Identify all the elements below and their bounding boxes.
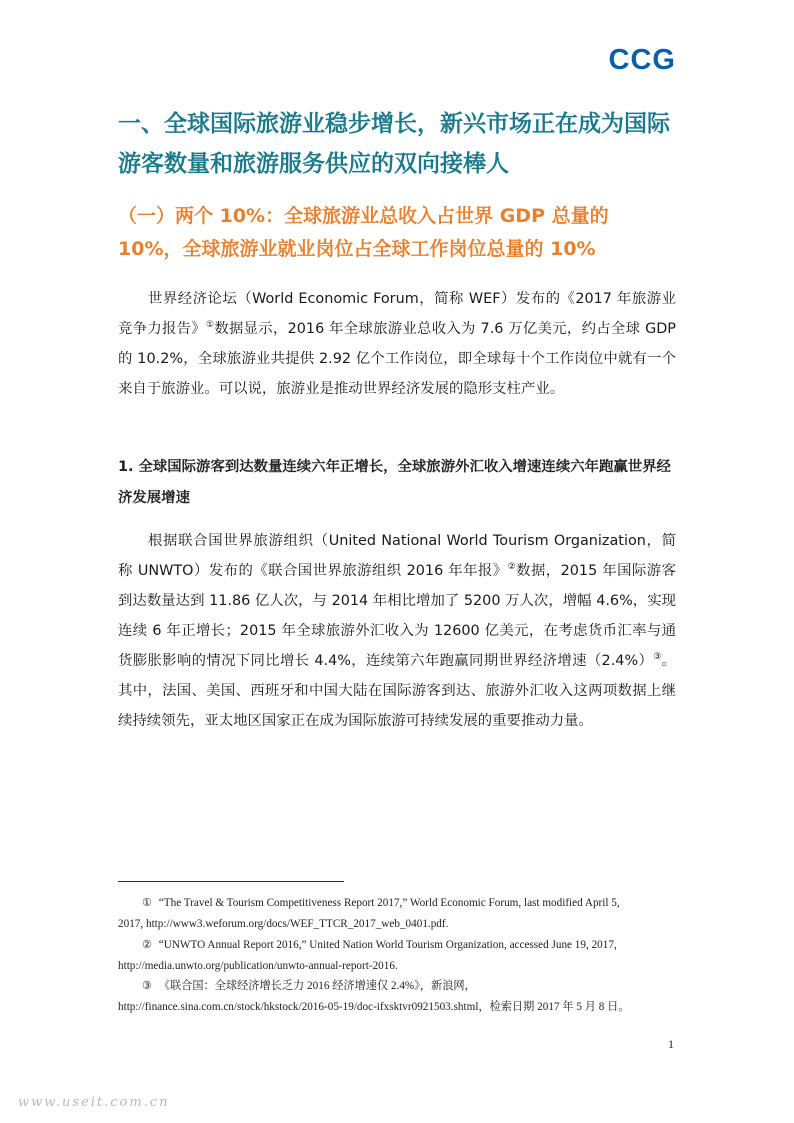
paragraph-text: 数据显示，2016 年全球旅游业总收入为 7.6 万亿美元，约占全球 GDP 的 10.2%，全球旅游业共提供 2.92 亿个工作岗位，即全球每十个工作岗位中就有一个来自于旅游业。可以说，旅游业是推动世界经济发展的隐形支柱产业。 (118, 321, 676, 397)
footnote-ref-3[interactable]: ③ (653, 652, 662, 663)
footnote-ref-2[interactable]: ② (507, 562, 517, 573)
paragraph-text: 。其中，法国、美国、西班牙和中国大陆在国际游客到达、旅游外汇收入这两项数据上继续持续领先，亚太地区国家正在成为国际旅游可持续发展的重要推动力量。 (118, 653, 676, 729)
footnote-link[interactable]: http://media.unwto.org/publication/unwto-annual-report-2016. (118, 960, 398, 972)
footnote-mark: ③ (142, 980, 153, 992)
footnote-link[interactable]: http://finance.sina.com.cn/stock/hkstock/2016-05-19/doc-ifxsktvr0921503.shtml，检索日期 2017 年 5 月 8 日。 (118, 1001, 630, 1013)
ccg-logo: CCG (608, 44, 676, 76)
footnote-text: 《联合国：全球经济增长乏力 2016 经济增速仅 2.4%》，新浪网， (158, 980, 476, 992)
footnote-text: “UNWTO Annual Report 2016,” United Nation World Tourism Organization, accessed June 19, 2017, (158, 939, 617, 951)
paragraph-text: 数据，2015 年国际游客到达数量达到 11.86 亿人次，与 2014 年相比增加了 5200 万人次，增幅 4.6%，实现连续 6 年正增长；2015 年全球旅游外汇收入为 12600 亿美元，在考虑货币汇率与通货膨胀影响的情况下同比增长 4.4%，连续第六年跑赢同期世界经济增速（2.4%） (118, 563, 676, 669)
footnote-divider (118, 881, 344, 882)
footnote-1 (118, 893, 678, 935)
item-heading: 1. 全球国际游客到达数量连续六年正增长，全球旅游外汇收入增速连续六年跑赢世界经济发展增速 (118, 459, 671, 506)
body-paragraph-unwto (118, 526, 676, 736)
footnote-mark: ① (142, 897, 153, 909)
footnote-2 (118, 935, 678, 977)
body-paragraph-wef (118, 284, 676, 404)
paragraph-text: 世界经济论坛（World Economic Forum，简称 WEF）发布的《2017 年旅游业竞争力报告》 (118, 291, 676, 337)
paragraph-text: 根据联合国世界旅游组织（United National World Tourism Organization，简称 UNWTO）发布的《联合国世界旅游组织 2016 年年报》 (118, 533, 676, 579)
footnote-ref-1[interactable]: ① (205, 320, 215, 331)
footnote-3 (118, 976, 678, 1018)
section-title: 一、全球国际旅游业稳步增长，新兴市场正在成为国际游客数量和旅游服务供应的双向接棒人 (118, 111, 670, 177)
page-number: 1 (668, 1037, 674, 1051)
footnote-mark: ② (142, 939, 153, 951)
footnote-link[interactable]: 2017, http://www3.weforum.org/docs/WEF_TTCR_2017_web_0401.pdf. (118, 918, 449, 930)
footnote-text: “The Travel & Tourism Competitiveness Report 2017,” World Economic Forum, last modified April 5, (158, 897, 620, 909)
subsection-title: （一）两个 10%：全球旅游业总收入占世界 GDP 总量的 10%，全球旅游业就业岗位占全球工作岗位总量的 10% (118, 205, 609, 260)
watermark: www.useit.com.cn (18, 1095, 170, 1110)
